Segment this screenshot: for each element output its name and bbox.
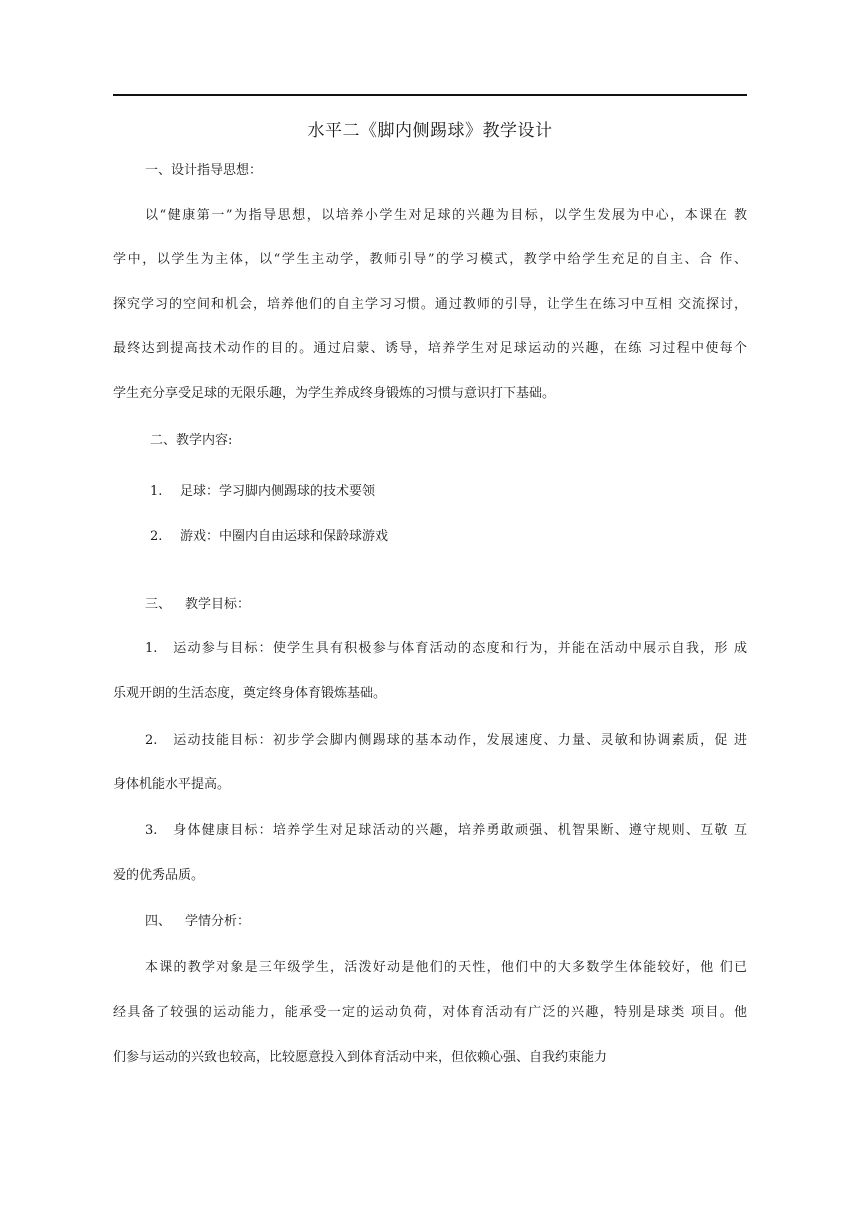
goal-text: 运动技能目标：初步学会脚内侧踢球的基本动作，发展速度、力量、灵敏和协调素质，促 进 — [172, 733, 747, 748]
goal-number: 2. — [145, 733, 158, 748]
heading-text: 教学目标： — [185, 597, 251, 612]
list-item — [150, 528, 388, 546]
heading-number: 四、 — [145, 914, 172, 929]
goal-line — [145, 822, 747, 840]
goal-number: 3. — [145, 823, 158, 838]
goal-text: 身体健康目标：培养学生对足球活动的兴趣，培养勇敢顽强、机智果断、遵守规则、互敬 互 — [172, 823, 747, 838]
header-rule — [113, 94, 747, 96]
paragraph-line: 学生充分享受足球的无限乐趣，为学生养成终身锻炼的习惯与意识打下基础。 — [113, 386, 556, 401]
list-text: 游戏：中圈内自由运球和保龄球游戏 — [180, 529, 389, 544]
goal-line — [145, 640, 747, 658]
goal-continuation: 乐观开朗的生活态度，奠定终身体育锻炼基础。 — [113, 686, 387, 701]
list-number: 1. — [150, 484, 163, 499]
paragraph-line: 探究学习的空间和机会，培养他们的自主学习习惯。通过教师的引导，让学生在练习中互相 交流探讨， — [113, 297, 747, 312]
goal-text: 运动参与目标：使学生具有积极参与体育活动的态度和行为，并能在活动中展示自我，形 成 — [172, 641, 747, 656]
section-heading-content: 二、教学内容: — [150, 433, 233, 448]
heading-number: 三、 — [145, 597, 172, 612]
paragraph-line: 最终达到提高技术动作的目的。通过启蒙、诱导，培养学生对足球运动的兴趣，在练 习过程中使每个 — [113, 341, 747, 356]
paragraph-line: 经具备了较强的运动能力，能承受一定的运动负荷，对体育活动有广泛的兴趣，特别是球类 项目。他 — [113, 1005, 747, 1020]
section-heading-learner-analysis — [145, 913, 250, 931]
section-heading-guiding-idea: 一、设计指导思想： — [145, 163, 263, 178]
document-title: 水平二《脚内侧踢球》教学设计 — [307, 121, 553, 141]
paragraph-line: 学中，以学生为主体，以“学生主动学，教师引导”的学习模式，教学中给学生充足的自主、合 作、 — [113, 252, 747, 267]
list-number: 2. — [150, 529, 163, 544]
paragraph-line: 本课的教学对象是三年级学生，活泼好动是他们的天性，他们中的大多数学生体能较好，他 们已 — [145, 960, 747, 975]
list-item — [150, 483, 375, 501]
goal-continuation: 爱的优秀品质。 — [113, 868, 205, 883]
section-heading-objectives — [145, 596, 250, 614]
paragraph-line: 们参与运动的兴致也较高，比较愿意投入到体育活动中来，但依赖心强、自我约束能力 — [113, 1050, 608, 1065]
goal-line — [145, 732, 747, 750]
paragraph-line: 以“健康第一”为指导思想，以培养小学生对足球的兴趣为目标，以学生发展为中心，本课在 教 — [145, 208, 747, 223]
list-text: 足球：学习脚内侧踢球的技术要领 — [180, 484, 376, 499]
goal-number: 1. — [145, 641, 158, 656]
goal-continuation: 身体机能水平提高。 — [113, 777, 231, 792]
heading-text: 学情分析： — [185, 914, 251, 929]
